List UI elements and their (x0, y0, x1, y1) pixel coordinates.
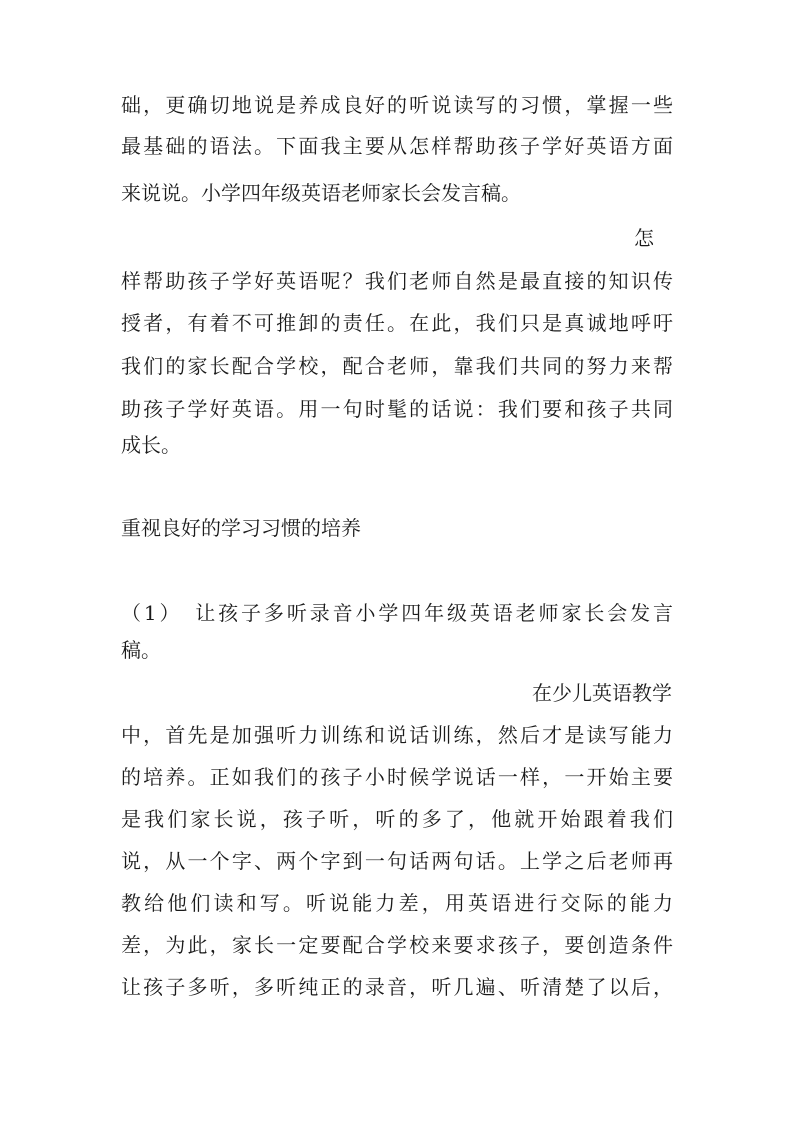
paragraph-line: 我们的家长配合学校，配合老师，靠我们共同的努力来帮 (121, 354, 673, 378)
paragraph-line: 础，更确切地说是养成良好的听说读写的习惯，掌握一些 (121, 93, 673, 117)
paragraph-line: 成长。 (121, 433, 181, 457)
paragraph-line: 的培养。正如我们的孩子小时候学说话一样，一开始主要 (121, 765, 673, 789)
paragraph-line: 让孩子多听，多听纯正的录音，听几遍、听清楚了以后， (121, 975, 673, 999)
section-heading: 重视良好的学习习惯的培养 (121, 516, 361, 540)
paragraph-line: 怎 (634, 226, 654, 250)
paragraph-line: 稿。 (121, 638, 161, 662)
paragraph-line: 说，从一个字、两个字到一句话两句话。上学之后老师再 (121, 849, 673, 873)
paragraph-line: 教给他们读和写。听说能力差，用英语进行交际的能力 (121, 891, 673, 915)
paragraph-line: 中，首先是加强听力训练和说话训练，然后才是读写能力 (121, 723, 673, 747)
paragraph-line: 助孩子学好英语。用一句时髦的话说：我们要和孩子共同 (121, 397, 673, 421)
paragraph-line: 是我们家长说，孩子听，听的多了，他就开始跟着我们 (121, 807, 673, 831)
paragraph-line: 来说说。小学四年级英语老师家长会发言稿。 (121, 181, 521, 205)
paragraph-line: 最基础的语法。下面我主要从怎样帮助孩子学好英语方面 (121, 134, 673, 158)
list-item-heading: （1） 让孩子多听录音小学四年级英语老师家长会发言 (121, 601, 673, 625)
paragraph-line: 差，为此，家长一定要配合学校来要求孩子，要创造条件 (121, 933, 673, 957)
paragraph-line: 授者，有着不可推卸的责任。在此，我们只是真诚地呼吁 (121, 311, 673, 335)
paragraph-line: 样帮助孩子学好英语呢？我们老师自然是最直接的知识传 (121, 269, 673, 293)
paragraph-line: 在少儿英语教学 (532, 681, 672, 705)
